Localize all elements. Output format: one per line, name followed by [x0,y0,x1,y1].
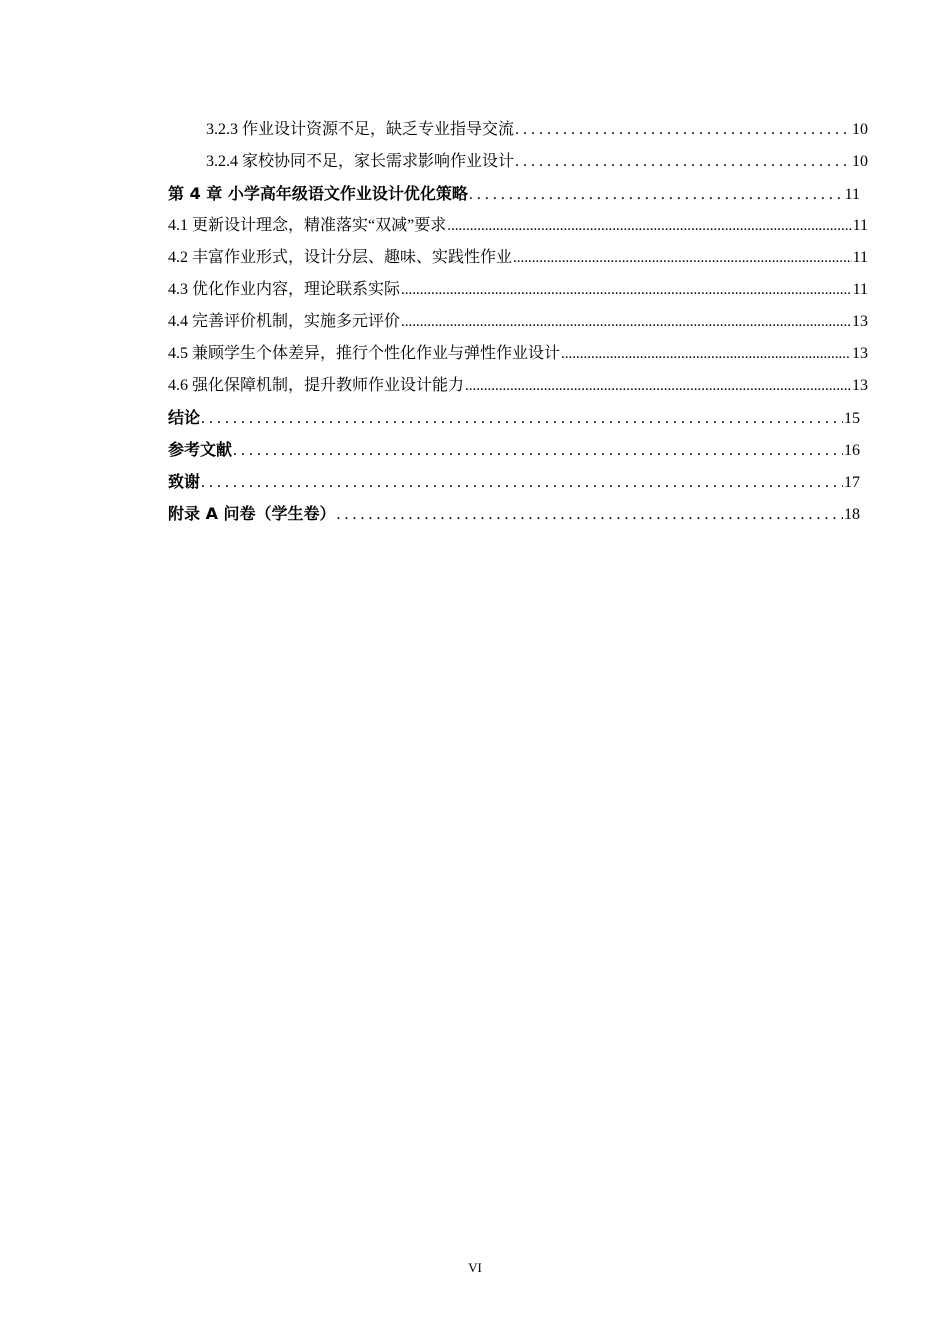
toc-dot-leader [447,210,851,242]
toc-dot-leader [233,434,843,467]
toc-entry-chapter-4[interactable] [168,178,860,210]
toc-entry-title: 第 4 章 小学高年级语文作业设计优化策略 [168,184,468,203]
toc-entry-page: 11 [852,281,868,298]
toc-entry-page: 11 [844,186,860,203]
toc-entry-page: 13 [852,377,868,394]
toc-entry-title: 3.2.3 作业设计资源不足，缺乏专业指导交流 [206,121,515,138]
toc-dot-leader [401,274,852,306]
toc-entry-title: 结论 [168,408,201,427]
toc-dot-leader [465,370,851,402]
toc-entry-title: 4.4 完善评价机制，实施多元评价 [168,313,401,330]
page-number: VI [468,1260,482,1275]
toc-entry-title: 4.2 丰富作业形式，设计分层、趣味、实践性作业 [168,249,513,266]
toc-dot-leader [337,498,843,531]
toc-entry-title: 参考文献 [168,440,233,459]
toc-entry-3-2-4[interactable] [168,146,868,178]
table-of-contents [168,114,868,530]
toc-entry-page: 15 [844,410,860,427]
toc-entry-page: 10 [852,153,868,170]
toc-entry-page: 13 [852,345,868,362]
toc-entry-references[interactable] [168,434,860,466]
toc-dot-leader [201,402,843,435]
toc-dot-leader [201,466,843,499]
toc-entry-page: 16 [844,442,860,459]
toc-entry-title: 4.5 兼顾学生个体差异，推行个性化作业与弹性作业设计 [168,345,561,362]
toc-entry-4-5[interactable] [168,338,868,370]
toc-entry-acknowledgements[interactable] [168,466,860,498]
toc-dot-leader [469,178,844,211]
toc-entry-title: 4.1 更新设计理念，精准落实“双减”要求 [168,217,447,234]
toc-entry-title: 致谢 [168,472,201,491]
toc-entry-page: 11 [852,217,868,234]
toc-entry-4-6[interactable] [168,370,868,402]
toc-entry-appendix-a[interactable] [168,498,860,530]
toc-entry-4-2[interactable] [168,242,868,274]
toc-entry-page: 18 [844,506,860,523]
toc-entry-page: 17 [844,474,860,491]
toc-entry-title: 3.2.4 家校协同不足，家长需求影响作业设计 [206,153,515,170]
toc-entry-3-2-3[interactable] [168,114,868,146]
toc-dot-leader [515,146,851,178]
toc-dot-leader [561,338,851,370]
toc-entry-4-1[interactable] [168,210,868,242]
toc-dot-leader [401,306,851,338]
toc-entry-conclusion[interactable] [168,402,860,434]
toc-entry-4-3[interactable] [168,274,868,306]
toc-dot-leader [515,114,851,146]
toc-entry-page: 11 [852,249,868,266]
toc-entry-title: 4.3 优化作业内容，理论联系实际 [168,281,401,298]
toc-entry-title: 4.6 强化保障机制，提升教师作业设计能力 [168,377,465,394]
toc-entry-title: 附录 A 问卷（学生卷） [168,504,336,523]
toc-entry-page: 10 [852,121,868,138]
toc-dot-leader [513,242,852,274]
toc-entry-4-4[interactable] [168,306,868,338]
toc-entry-page: 13 [852,313,868,330]
